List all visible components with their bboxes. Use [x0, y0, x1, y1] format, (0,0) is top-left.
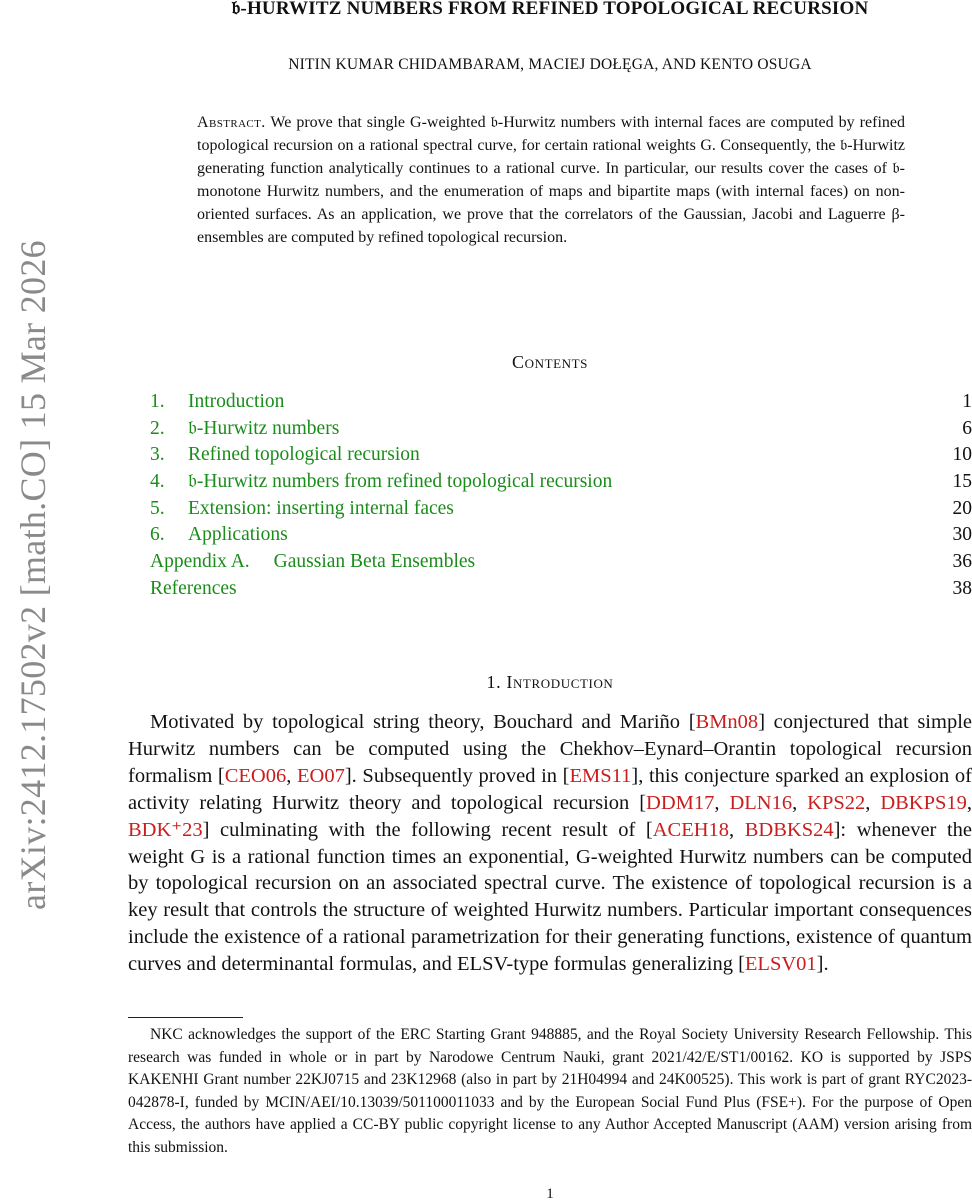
toc-entry-page: 36	[953, 549, 972, 576]
toc-entry-page: 1	[962, 389, 972, 416]
intro-text: conjectured that simple Hurwitz numbers can be computed using the Chekhov–Eynard–Orantin topological recursion formalism	[128, 711, 972, 787]
toc-entry-number: 1.	[150, 389, 188, 416]
toc-entry-page: 6	[962, 416, 972, 443]
abstract	[197, 111, 905, 249]
toc-entry-label[interactable]: 𝔟-Hurwitz numbers	[188, 418, 339, 439]
intro-text: ,	[286, 765, 297, 787]
footnote-rule	[128, 1017, 243, 1018]
toc-entry-b-hurwitz-from-refined-tr[interactable]	[150, 469, 972, 496]
table-of-contents	[150, 389, 972, 603]
arxiv-identifier: arXiv:2412.17502v2 [math.CO] 15 Mar 2026	[12, 240, 54, 910]
paper-title: 𝔟-HURWITZ NUMBERS FROM REFINED TOPOLOGICAL RECURSION	[128, 0, 972, 20]
author-list: NITIN KUMAR CHIDAMBARAM, MACIEJ DOŁĘGA, AND KENTO OSUGA	[128, 56, 972, 74]
citation-link[interactable]: KPS22	[807, 792, 865, 814]
contents-heading: Contents	[128, 352, 972, 373]
citation-link[interactable]: DLN16	[729, 792, 792, 814]
toc-entry-number: 5.	[150, 496, 188, 523]
toc-entry-label[interactable]: Introduction	[188, 391, 284, 412]
funding-footnote: NKC acknowledges the support of the ERC Starting Grant 948885, and the Royal Society University Research Fellowship. This research was funded in whole or in part by Narodowe Centrum Nauki, grant 2021/42/E/ST1/00162. KO is supported by JSPS KAKENHI Grant number 22KJ0715 and 23K12968 (also in part by 21H04994 and 24K00525). This work is part of grant RYC2023-042878-I, funded by MCIN/AEI/10.13039/501100011033 and by the European Social Fund Plus (FSE+). For the purpose of Open Access, the authors have applied a CC-BY public copyright license to any Author Accepted Manuscript (AAM) version arising from this submission.	[128, 1024, 972, 1160]
toc-entry-number: 2.	[150, 416, 188, 443]
citation-link[interactable]: BDK⁺23	[128, 819, 203, 841]
toc-entry-page: 30	[953, 522, 972, 549]
toc-entry-b-hurwitz-numbers[interactable]	[150, 416, 972, 443]
toc-entry-page: 10	[953, 442, 972, 469]
citation-link[interactable]: EO07	[297, 765, 345, 787]
toc-entry-label[interactable]: Applications	[188, 524, 288, 545]
page-number: 1	[128, 1186, 972, 1203]
toc-entry-applications[interactable]	[150, 522, 972, 549]
citation-link[interactable]: DDM17	[646, 792, 714, 814]
intro-text: culminating with the following recent result of	[209, 819, 645, 841]
intro-text: .	[823, 953, 828, 975]
citation-link[interactable]: DBKPS19	[880, 792, 967, 814]
toc-entry-refined-topological-recursion[interactable]	[150, 442, 972, 469]
intro-text: , this conjecture sparked an explosion of activity relating Hurwitz theory and topological recursion	[128, 765, 972, 814]
toc-entry-label[interactable]: Extension: inserting internal faces	[188, 498, 454, 519]
toc-entry-references[interactable]	[150, 576, 972, 603]
toc-entry-label[interactable]: Gaussian Beta Ensembles	[274, 551, 475, 572]
toc-entry-number: 3.	[150, 442, 188, 469]
introduction-paragraph: Motivated by topological string theory, Bouchard and Mariño [BMn08] conjectured that simple Hurwitz numbers can be computed using the Chekhov–Eynard–Orantin topological recursion formalism [CEO06, EO07]. Subsequently proved in [EMS11], this conjecture sparked an explosion of activity relating Hurwitz theory and topological recursion [DDM17, DLN16, KPS22, DBKPS19, BDK⁺23] culminating with the following recent result of [ACEH18, BDBKS24]: whenever the weight G is a rational function times an exponential, G-weighted Hurwitz numbers can be computed by topological recursion on an associated spectral curve. The existence of topological recursion is a key result that controls the structure of weighted Hurwitz numbers. Particular important consequences include the existence of a rational parametrization for their generating functions, existence of quantum curves and determinantal formulas, and ELSV-type formulas generalizing [ELSV01].	[128, 709, 972, 978]
citation-link[interactable]: CEO06	[225, 765, 287, 787]
intro-text: Motivated by topological string theory, Bouchard and Mariño	[150, 711, 689, 733]
citation-link[interactable]: EMS11	[569, 765, 631, 787]
abstract-text: We prove that single G-weighted 𝔟-Hurwitz numbers with internal faces are computed by refined topological recursion on a rational spectral curve, for certain rational weights G. Consequently, the 𝔟-Hurwitz generating function analytically continues to a rational curve. In particular, our results cover the cases of 𝔟-monotone Hurwitz numbers, and the enumeration of maps and bipartite maps (with internal faces) on non-oriented surfaces. As an application, we prove that the correlators of the Gaussian, Jacobi and Laguerre β-ensembles are computed by refined topological recursion.	[197, 114, 905, 246]
toc-entry-page: 20	[953, 496, 972, 523]
intro-text: : whenever the weight G is a rational function times an exponential, G-weighted Hurwitz numbers can be computed by topological recursion on an associated spectral curve. The existence of topological recursion is a key result that controls the structure of weighted Hurwitz numbers. Particular important consequences include the existence of a rational parametrization for their generating functions, existence of quantum curves and determinantal formulas, and ELSV-type formulas generalizing	[128, 819, 972, 976]
toc-appendix-prefix: Appendix A.	[150, 549, 250, 576]
intro-text: . Subsequently proved in	[352, 765, 563, 787]
citation-link[interactable]: BDBKS24	[745, 819, 834, 841]
toc-entry-introduction[interactable]	[150, 389, 972, 416]
toc-entry-page: 15	[953, 469, 972, 496]
toc-entry-number: 6.	[150, 522, 188, 549]
toc-entry-label[interactable]: 𝔟-Hurwitz numbers from refined topological recursion	[188, 471, 612, 492]
citation-link[interactable]: BMn08	[696, 711, 759, 733]
toc-entry-label[interactable]: References	[150, 578, 237, 599]
toc-entry-appendix-a[interactable]	[150, 549, 972, 576]
citation-link[interactable]: ACEH18	[653, 819, 729, 841]
toc-entry-page: 38	[953, 576, 972, 603]
toc-entry-number: 4.	[150, 469, 188, 496]
toc-entry-extension-internal-faces[interactable]	[150, 496, 972, 523]
abstract-label: Abstract.	[197, 114, 266, 131]
citation-link[interactable]: ELSV01	[745, 953, 817, 975]
toc-entry-label[interactable]: Refined topological recursion	[188, 444, 420, 465]
section-heading-introduction: 1. Introduction	[128, 672, 972, 693]
